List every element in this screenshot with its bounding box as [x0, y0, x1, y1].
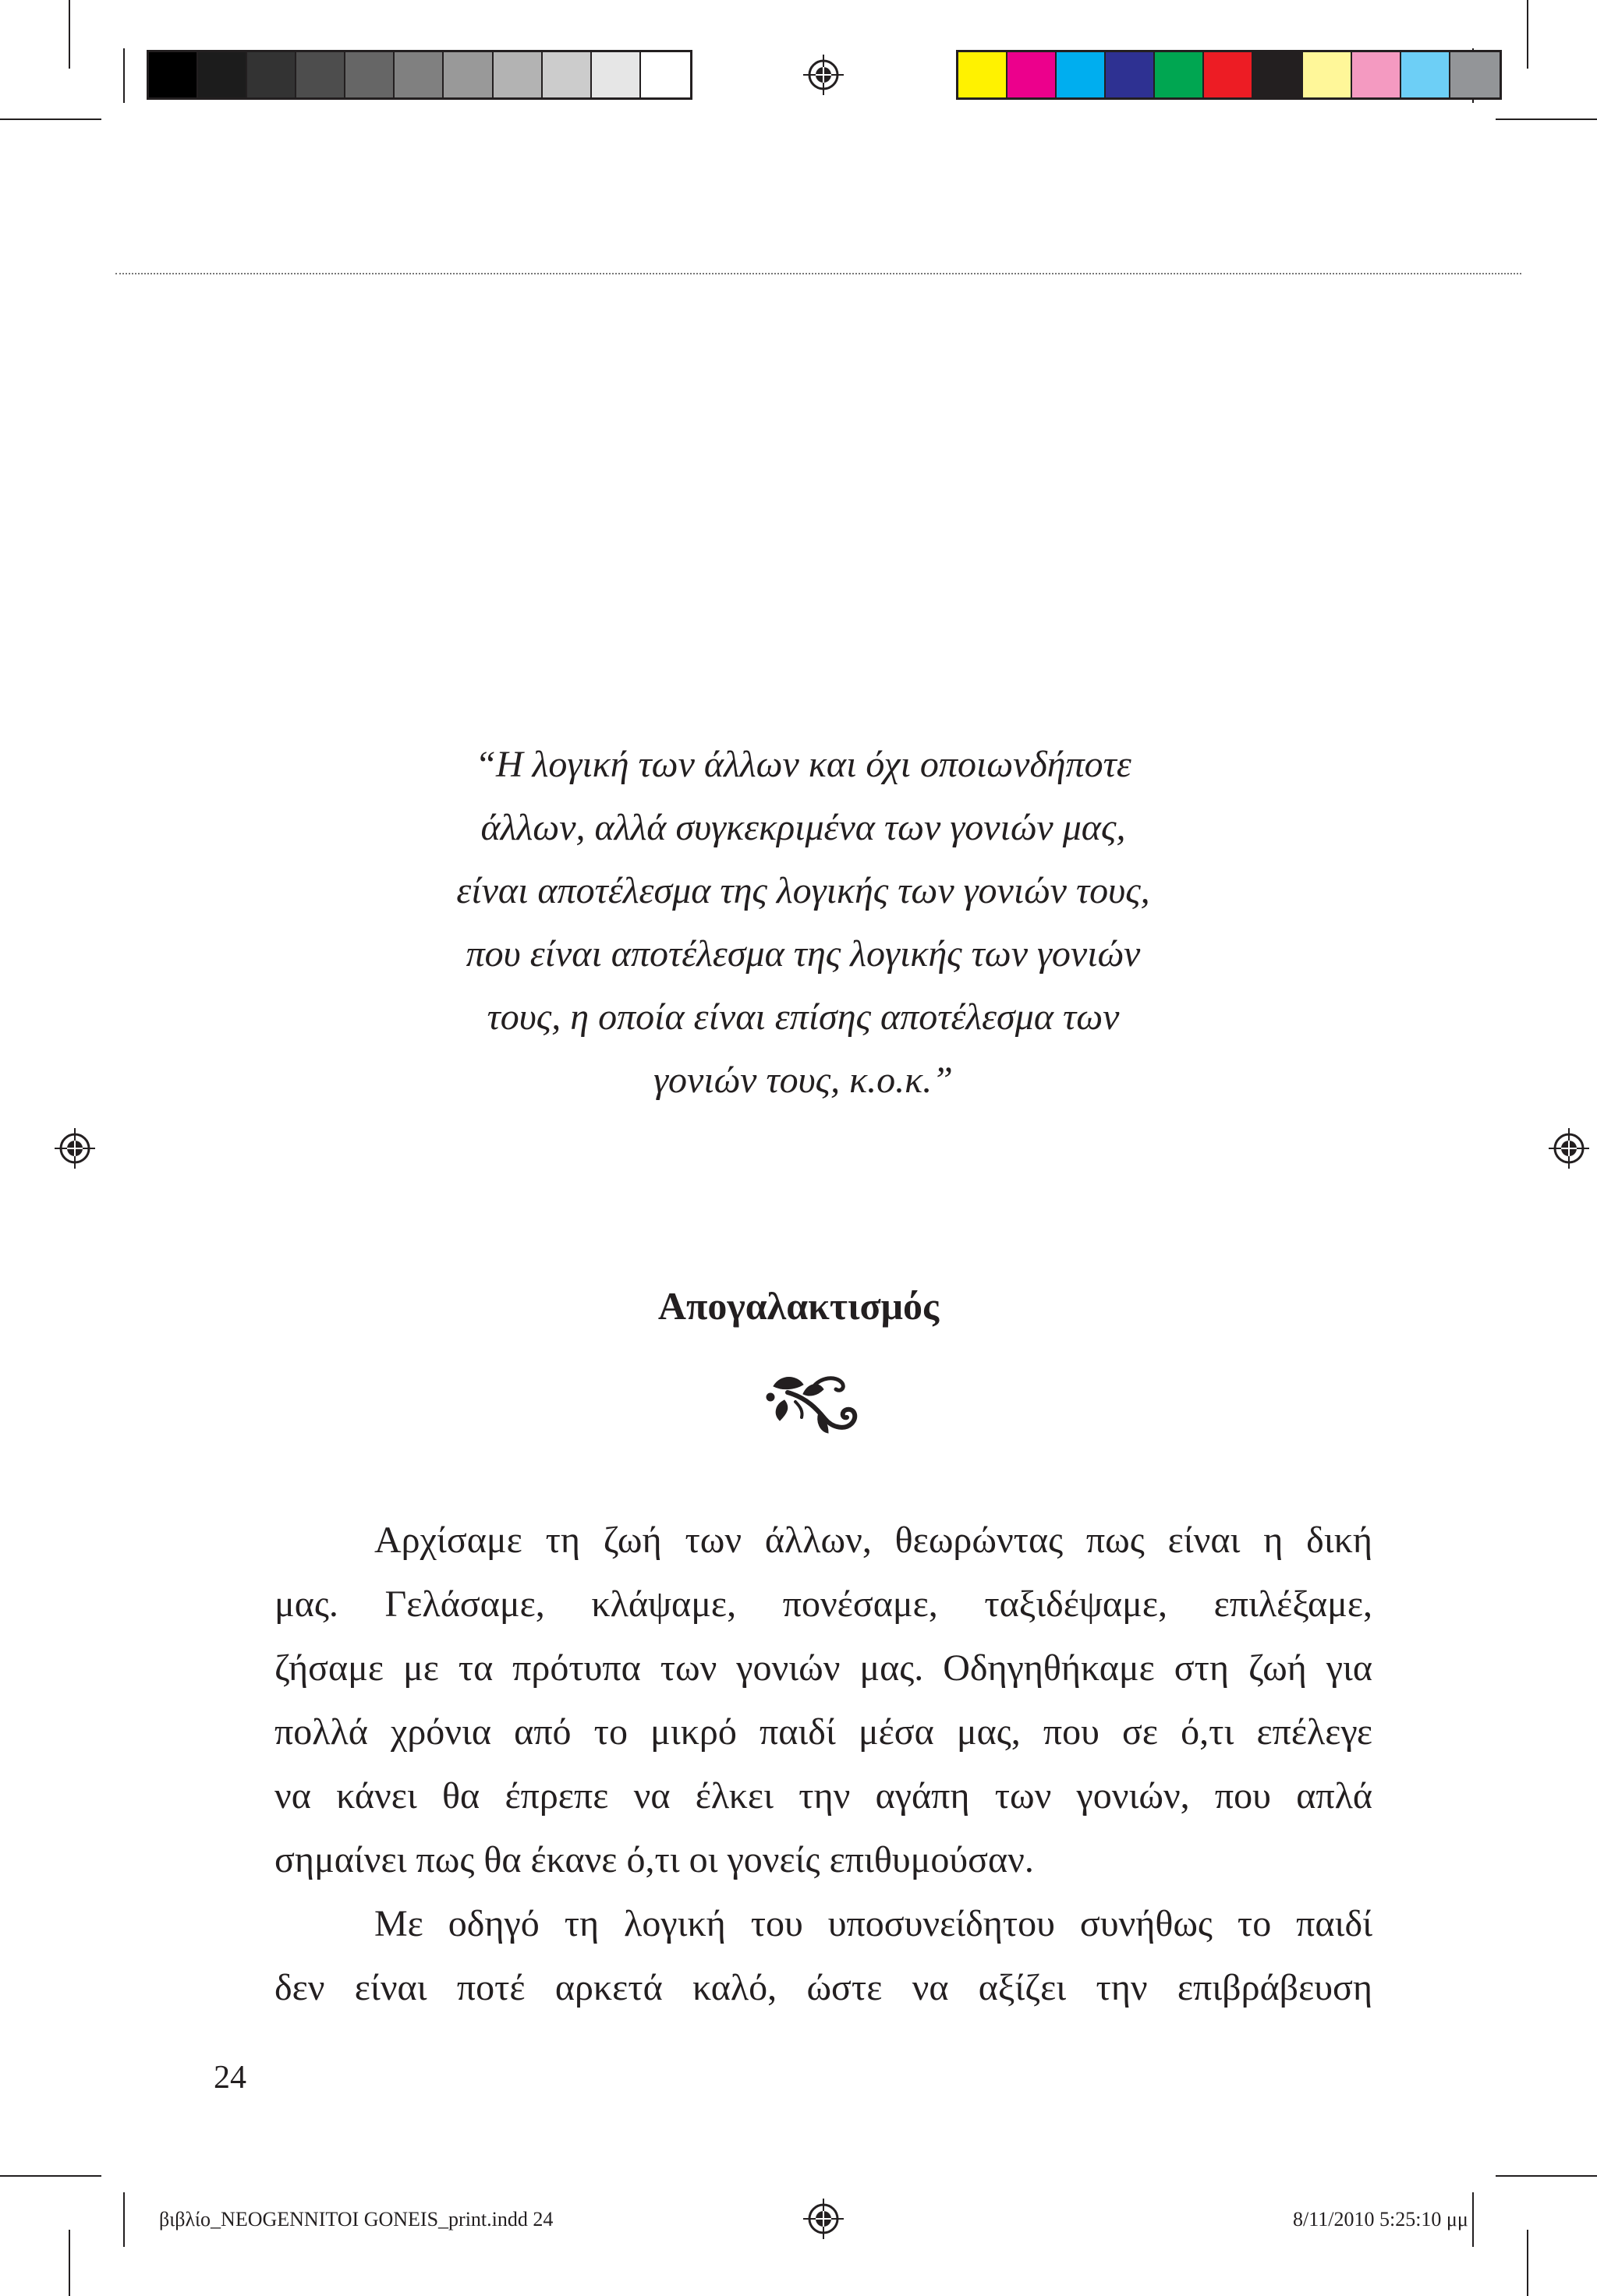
registration-mark-icon	[1549, 1128, 1589, 1169]
crop-mark	[0, 119, 101, 120]
registration-mark-icon	[55, 1128, 95, 1169]
slug-file-name: βιβλίο_NEOGENNITOI GONEIS_print.indd 24	[159, 2208, 554, 2231]
body-line: σημαίνει πως θα έκανε ό,τι οι γονείς επιθυμούσαν.	[274, 1839, 1034, 1880]
quote-line: γονιών τους, κ.ο.κ.”	[653, 1060, 953, 1101]
color-swatch	[1204, 52, 1253, 97]
quote-line: που είναι αποτέλεσμα της λογικής των γονιών	[466, 933, 1141, 975]
body-text	[274, 1509, 1372, 2020]
color-swatch	[345, 52, 395, 97]
color-swatch	[1057, 52, 1106, 97]
crop-mark	[1472, 2192, 1474, 2247]
color-swatch	[1352, 52, 1401, 97]
page-number: 24	[214, 2060, 246, 2096]
color-swatch	[247, 52, 296, 97]
floral-ornament-icon	[764, 1363, 881, 1441]
grayscale-bar	[147, 50, 692, 100]
color-swatch	[198, 52, 247, 97]
quote-line: “Η λογική των άλλων και όχι οποιωνδήποτε	[475, 744, 1131, 785]
crop-mark	[1496, 119, 1597, 120]
body-line: μας. Γελάσαμε, κλάψαμε, πονέσαμε, ταξιδέψαμε, επιλέξαμε,	[274, 1583, 1372, 1625]
color-swatch	[958, 52, 1007, 97]
body-line: Με οδηγό τη λογική του υποσυνείδητου συνήθως το παιδί	[374, 1903, 1372, 1944]
quote-line: τους, η οποία είναι επίσης αποτέλεσμα των	[487, 996, 1120, 1038]
dotted-rule	[115, 273, 1521, 274]
crop-mark	[69, 2230, 70, 2296]
body-line: ζήσαμε με τα πρότυπα των γονιών μας. Οδηγηθήκαμε στη ζωή για	[274, 1647, 1372, 1689]
color-swatch	[296, 52, 345, 97]
slug-timestamp: 8/11/2010 5:25:10 μμ	[1293, 2208, 1468, 2231]
color-swatch	[1007, 52, 1057, 97]
color-swatch	[1303, 52, 1352, 97]
chapter-title: Απογαλακτισμός	[657, 1284, 940, 1328]
quote-line: άλλων, αλλά συγκεκριμένα των γονιών μας,	[480, 807, 1126, 848]
crop-mark	[1527, 2230, 1528, 2296]
color-swatch	[395, 52, 444, 97]
body-line: να κάνει θα έπρεπε να έλκει την αγάπη των γονιών, που απλά	[274, 1775, 1372, 1817]
epigraph-quote	[312, 733, 1294, 1112]
body-line: δεν είναι ποτέ αρκετά καλό, ώστε να αξίζει την επιβράβευση	[274, 1967, 1372, 2008]
color-swatch	[1106, 52, 1155, 97]
crop-mark	[1527, 0, 1528, 69]
crop-mark	[0, 2175, 101, 2177]
body-line: Αρχίσαμε τη ζωή των άλλων, θεωρώντας πως είναι η δική	[374, 1519, 1372, 1561]
registration-mark-icon	[803, 55, 844, 95]
crop-mark	[123, 48, 125, 103]
color-swatch	[1155, 52, 1204, 97]
color-swatch	[1450, 52, 1500, 97]
process-color-bar	[956, 50, 1502, 100]
color-swatch	[1401, 52, 1450, 97]
crop-mark	[123, 2192, 125, 2247]
crop-mark	[1496, 2175, 1597, 2177]
color-swatch	[494, 52, 543, 97]
color-swatch	[444, 52, 493, 97]
color-swatch	[592, 52, 641, 97]
color-swatch	[543, 52, 592, 97]
color-swatch	[641, 52, 690, 97]
registration-mark-icon	[803, 2199, 844, 2239]
color-swatch	[1253, 52, 1302, 97]
body-line: πολλά χρόνια από το μικρό παιδί μέσα μας, που σε ό,τι επέλεγε	[274, 1711, 1372, 1753]
crop-mark	[69, 0, 70, 69]
quote-line: είναι αποτέλεσμα της λογικής των γονιών τους,	[456, 870, 1150, 911]
color-swatch	[149, 52, 198, 97]
